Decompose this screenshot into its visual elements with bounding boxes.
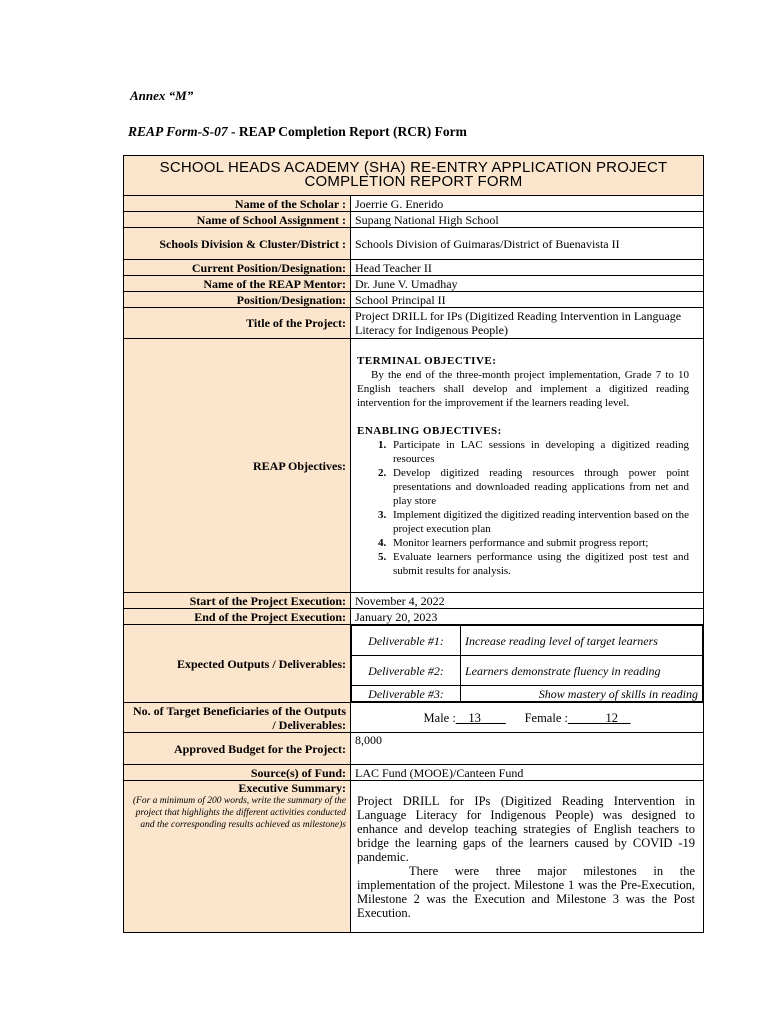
end-value: January 20, 2023: [351, 609, 704, 625]
list-item: 4. Monitor learners performance and submit progress report;: [389, 536, 689, 550]
executive-summary-text: [351, 781, 704, 933]
beneficiaries-value: [351, 703, 704, 733]
executive-summary-label-cell: [124, 781, 351, 933]
project-title-value: Project DRILL for IPs (Digitized Reading Intervention in Language Literacy for Indigenous People): [351, 308, 704, 339]
end-label: End of the Project Execution:: [124, 609, 351, 625]
budget-label: Approved Budget for the Project:: [124, 733, 351, 765]
annex-label: Annex “M”: [130, 88, 194, 103]
division-label: Schools Division & Cluster/District :: [124, 228, 351, 260]
outputs-label: Expected Outputs / Deliverables:: [124, 625, 351, 703]
mentor-value: Dr. June V. Umadhay: [351, 276, 704, 292]
school-label: Name of School Assignment :: [124, 212, 351, 228]
deliverable-label: Deliverable #1:: [352, 626, 461, 656]
executive-summary-label: Executive Summary:: [238, 781, 346, 795]
male-count: __13____: [455, 710, 506, 725]
deliverable-label: Deliverable #2:: [352, 656, 461, 686]
list-item: 1. Participate in LAC sessions in developing a digitized reading resources: [389, 438, 689, 466]
fund-label: Source(s) of Fund:: [124, 765, 351, 781]
form-title: [128, 124, 467, 140]
deliverable-value: Increase reading level of target learners: [461, 626, 703, 656]
form-header: SCHOOL HEADS ACADEMY (SHA) RE-ENTRY APPLICATION PROJECT COMPLETION REPORT FORM: [124, 156, 704, 196]
male-label: Male :: [423, 710, 456, 725]
executive-summary-note: (For a minimum of 200 words, write the summary of the project that highlights the different activities conducted and the corresponding results achieved as milestone)s: [132, 796, 346, 830]
mentor-label: Name of the REAP Mentor:: [124, 276, 351, 292]
objectives-label: REAP Objectives:: [124, 339, 351, 593]
female-label: Female :: [524, 710, 568, 725]
beneficiaries-label: No. of Target Beneficiaries of the Outputs / Deliverables:: [124, 703, 351, 733]
project-title-label: Title of the Project:: [124, 308, 351, 339]
mentor-position-value: School Principal II: [351, 292, 704, 308]
position-value: Head Teacher II: [351, 260, 704, 276]
form-title-text: - REAP Completion Report (RCR) Form: [227, 124, 467, 139]
start-label: Start of the Project Execution:: [124, 593, 351, 609]
enabling-objectives-list: [357, 438, 689, 578]
female-count: ______12__: [567, 710, 631, 725]
summary-paragraph: Project DRILL for IPs (Digitized Reading Intervention in Language Literacy for Indigenous People) was designed to enhance and develop teaching strategies of English teachers to bridge the learning gaps of the learners caused by COVID -19 pandemic.: [357, 794, 695, 864]
list-item: 5. Evaluate learners performance using the digitized post test and submit results for analysis.: [389, 550, 689, 578]
objectives-cell: [351, 339, 704, 593]
list-item: 2. Develop digitized reading resources through power point presentations and downloaded reading applications from net and play store: [389, 466, 689, 508]
mentor-position-label: Position/Designation:: [124, 292, 351, 308]
school-value: Supang National High School: [351, 212, 704, 228]
scholar-value: Joerrie G. Enerido: [351, 196, 704, 212]
deliverable-value: Show mastery of skills in reading: [461, 686, 703, 702]
deliverable-label: Deliverable #3:: [352, 686, 461, 702]
summary-paragraph: There were three major milestones in the implementation of the project. Milestone 1 was the Pre-Execution, Milestone 2 was the Execution and Milestone 3 was the Post Execution.: [357, 864, 695, 920]
budget-value: 8,000: [351, 733, 704, 765]
list-item: 3. Implement digitized the digitized reading intervention based on the project execution plan: [389, 508, 689, 536]
form-code: REAP Form-S-07: [128, 124, 228, 139]
enabling-objectives-heading: ENABLING OBJECTIVES:: [357, 424, 502, 437]
position-label: Current Position/Designation:: [124, 260, 351, 276]
completion-report-table: [123, 155, 704, 933]
deliverables-cell: [351, 625, 704, 703]
deliverable-value: Learners demonstrate fluency in reading: [461, 656, 703, 686]
start-value: November 4, 2022: [351, 593, 704, 609]
fund-value: LAC Fund (MOOE)/Canteen Fund: [351, 765, 704, 781]
deliverables-table: [351, 625, 703, 702]
division-value: Schools Division of Guimaras/District of Buenavista II: [351, 228, 704, 260]
scholar-label: Name of the Scholar :: [124, 196, 351, 212]
terminal-objective-heading: TERMINAL OBJECTIVE:: [357, 354, 497, 367]
terminal-objective-text: By the end of the three-month project implementation, Grade 7 to 10 English teachers shall develop and implement a digitized reading intervention for the improvement if the learners reading level.: [357, 368, 689, 409]
